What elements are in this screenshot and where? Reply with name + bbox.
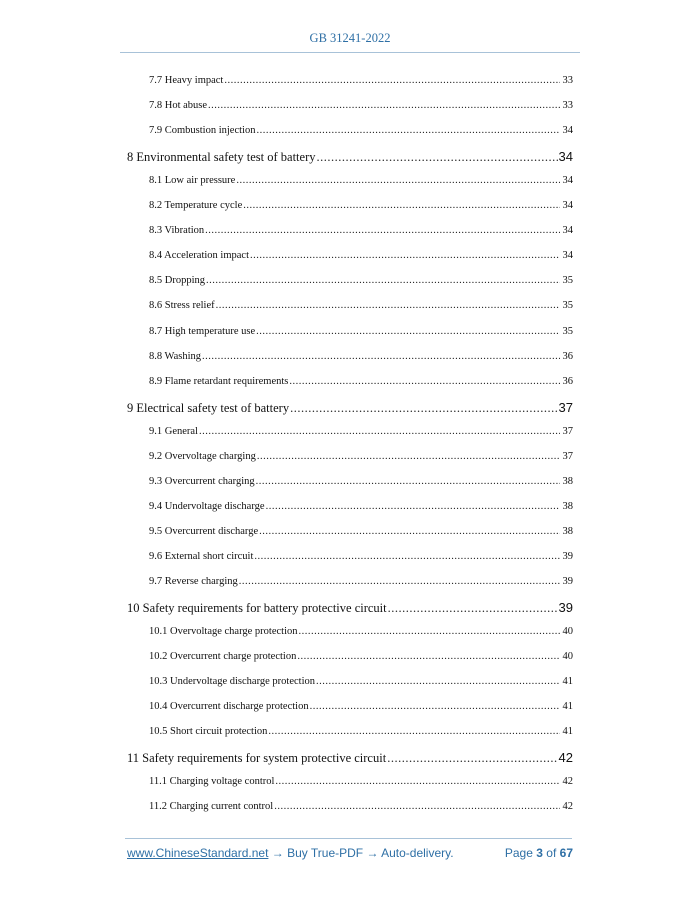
toc-dot-leader xyxy=(274,801,560,812)
toc-entry-label: 10.5 Short circuit protection xyxy=(149,726,268,738)
toc-section-entry[interactable] xyxy=(149,175,573,186)
toc-entry-label: 8.9 Flame retardant requirements xyxy=(149,375,289,387)
toc-section-entry[interactable] xyxy=(149,801,573,812)
page-footer xyxy=(127,846,573,860)
toc-entry-page-number: 35 xyxy=(562,275,573,287)
toc-entry-page-number: 35 xyxy=(562,300,573,312)
toc-dot-leader xyxy=(208,100,560,111)
toc-entry-page-number: 41 xyxy=(562,701,573,713)
toc-chapter-entry[interactable] xyxy=(127,600,573,616)
toc-dot-leader xyxy=(310,701,560,712)
toc-entry-page-number: 37 xyxy=(562,425,573,437)
toc-entry-page-number: 34 xyxy=(558,149,573,165)
toc-section-entry[interactable] xyxy=(149,125,573,136)
toc-entry-page-number: 38 xyxy=(562,525,573,537)
toc-entry-page-number: 33 xyxy=(562,75,573,86)
toc-section-entry[interactable] xyxy=(149,376,573,387)
toc-entry-label: 8.3 Vibration xyxy=(149,225,205,237)
footer-divider xyxy=(125,838,572,839)
toc-dot-leader xyxy=(243,200,560,211)
toc-chapter-entry[interactable] xyxy=(127,750,573,766)
toc-entry-label: 11.2 Charging current control xyxy=(149,801,274,813)
toc-entry-label: 11.1 Charging voltage control xyxy=(149,776,275,788)
toc-entry-page-number: 38 xyxy=(562,500,573,512)
toc-section-entry[interactable] xyxy=(149,701,573,712)
toc-dot-leader xyxy=(254,551,560,562)
toc-section-entry[interactable] xyxy=(149,451,573,462)
toc-dot-leader xyxy=(256,326,560,337)
toc-entry-label: 9.4 Undervoltage discharge xyxy=(149,500,265,512)
toc-entry-page-number: 42 xyxy=(562,776,573,788)
toc-entry-page-number: 40 xyxy=(562,651,573,663)
toc-dot-leader xyxy=(256,476,560,487)
current-page-number: 3 xyxy=(536,846,543,860)
toc-entry-page-number: 37 xyxy=(558,399,573,415)
toc-section-entry[interactable] xyxy=(149,275,573,286)
toc-dot-leader xyxy=(216,300,560,311)
standard-code-header: GB 31241-2022 xyxy=(309,31,391,45)
toc-entry-label: 10.1 Overvoltage charge protection xyxy=(149,626,298,638)
toc-dot-leader xyxy=(202,351,560,362)
toc-entry-label: 11 Safety requirements for system protective circuit xyxy=(127,751,387,766)
toc-entry-label: 8.8 Washing xyxy=(149,350,202,362)
toc-entry-label: 8.5 Dropping xyxy=(149,275,205,287)
toc-entry-page-number: 37 xyxy=(562,450,573,462)
toc-entry-label: 8.6 Stress relief xyxy=(149,300,215,312)
toc-entry-label: 9.2 Overvoltage charging xyxy=(149,450,256,462)
toc-dot-leader xyxy=(316,150,557,165)
toc-entry-page-number: 39 xyxy=(562,576,573,587)
toc-dot-leader xyxy=(256,125,560,136)
toc-entry-label: 10.3 Undervoltage discharge protection xyxy=(149,676,316,688)
toc-dot-leader xyxy=(268,726,560,737)
toc-entry-label: 7.8 Hot abuse xyxy=(149,100,208,112)
toc-chapter-entry[interactable] xyxy=(127,149,573,165)
toc-entry-label: 9.5 Overcurrent discharge xyxy=(149,525,259,537)
toc-section-entry[interactable] xyxy=(149,326,573,337)
toc-dot-leader xyxy=(199,426,560,437)
toc-entry-page-number: 39 xyxy=(558,600,573,616)
toc-entry-label: 8.1 Low air pressure xyxy=(149,175,236,187)
page-word: Page xyxy=(504,846,533,860)
toc-dot-leader xyxy=(257,451,560,462)
toc-dot-leader xyxy=(266,501,560,512)
toc-section-entry[interactable] xyxy=(149,351,573,362)
toc-entry-page-number: 42 xyxy=(562,801,573,813)
toc-section-entry[interactable] xyxy=(149,250,573,261)
toc-entry-page-number: 34 xyxy=(562,250,573,262)
toc-entry-label: 10 Safety requirements for battery protective circuit xyxy=(127,601,387,616)
toc-section-entry[interactable] xyxy=(149,551,573,562)
website-link[interactable]: www.ChineseStandard.net xyxy=(127,846,269,860)
toc-dot-leader xyxy=(239,576,560,587)
toc-section-entry[interactable] xyxy=(149,200,573,211)
toc-entry-page-number: 42 xyxy=(558,750,573,766)
toc-entry-label: 9.1 General xyxy=(149,425,198,437)
toc-section-entry[interactable] xyxy=(149,300,573,311)
toc-section-entry[interactable] xyxy=(149,626,573,637)
toc-entry-label: 10.2 Overcurrent charge protection xyxy=(149,651,297,663)
toc-dot-leader xyxy=(299,626,560,637)
toc-dot-leader xyxy=(224,75,560,86)
toc-entry-label: 8.4 Acceleration impact xyxy=(149,250,250,262)
toc-section-entry[interactable] xyxy=(149,426,573,437)
toc-section-entry[interactable] xyxy=(149,651,573,662)
toc-entry-page-number: 36 xyxy=(562,375,573,387)
toc-dot-leader xyxy=(297,651,560,662)
toc-section-entry[interactable] xyxy=(149,225,573,236)
toc-entry-page-number: 33 xyxy=(562,100,573,112)
toc-chapter-entry[interactable] xyxy=(127,400,573,416)
toc-section-entry[interactable] xyxy=(149,726,573,737)
toc-entry-page-number: 34 xyxy=(562,200,573,212)
toc-entry-page-number: 35 xyxy=(562,325,573,337)
toc-entry-label: 8 Environmental safety test of battery xyxy=(127,150,316,165)
toc-entry-label: 9.7 Reverse charging xyxy=(149,576,238,587)
footer-promo xyxy=(127,846,454,860)
toc-dot-leader xyxy=(316,676,560,687)
toc-entry-page-number: 36 xyxy=(562,350,573,362)
toc-dot-leader xyxy=(387,751,557,766)
toc-section-entry[interactable] xyxy=(149,100,573,111)
toc-dot-leader xyxy=(290,401,557,416)
toc-dot-leader xyxy=(206,275,560,286)
toc-entry-label: 9.3 Overcurrent charging xyxy=(149,475,255,487)
toc-section-entry[interactable] xyxy=(149,676,573,687)
toc-entry-page-number: 39 xyxy=(562,550,573,562)
toc-entry-label: 10.4 Overcurrent discharge protection xyxy=(149,701,309,713)
toc-dot-leader xyxy=(275,776,560,787)
toc-entry-page-number: 38 xyxy=(562,475,573,487)
toc-entry-label: 7.7 Heavy impact xyxy=(149,75,224,86)
toc-dot-leader xyxy=(388,601,558,616)
page-indicator xyxy=(505,846,573,860)
toc-section-entry[interactable] xyxy=(149,576,573,587)
toc-entry-page-number: 40 xyxy=(562,626,573,638)
toc-dot-leader xyxy=(259,526,560,537)
toc-entry-label: 8.7 High temperature use xyxy=(149,325,256,337)
toc-entry-page-number: 41 xyxy=(562,726,573,738)
toc-dot-leader xyxy=(236,175,560,186)
toc-entry-label: 8.2 Temperature cycle xyxy=(149,200,243,212)
toc-entry-page-number: 41 xyxy=(562,676,573,688)
toc-entry-label: 9 Electrical safety test of battery xyxy=(127,400,290,415)
toc-dot-leader xyxy=(289,376,560,387)
toc-entry-page-number: 34 xyxy=(562,225,573,237)
toc-entry-label: 9.6 External short circuit xyxy=(149,550,254,562)
of-word: of xyxy=(546,846,557,860)
promo-text: → Buy True-PDF → Auto-delivery. xyxy=(268,846,454,860)
toc-entry-label: 7.9 Combustion injection xyxy=(149,125,256,137)
toc-section-entry[interactable] xyxy=(149,476,573,487)
total-pages-number: 67 xyxy=(559,846,573,860)
toc-section-entry[interactable] xyxy=(149,501,573,512)
toc-entry-page-number: 34 xyxy=(562,175,573,187)
toc-entry-page-number: 34 xyxy=(562,125,573,137)
toc-section-entry[interactable] xyxy=(149,75,573,86)
toc-section-entry[interactable] xyxy=(149,526,573,537)
toc-section-entry[interactable] xyxy=(149,776,573,787)
toc-dot-leader xyxy=(205,225,560,236)
toc-dot-leader xyxy=(250,250,560,261)
